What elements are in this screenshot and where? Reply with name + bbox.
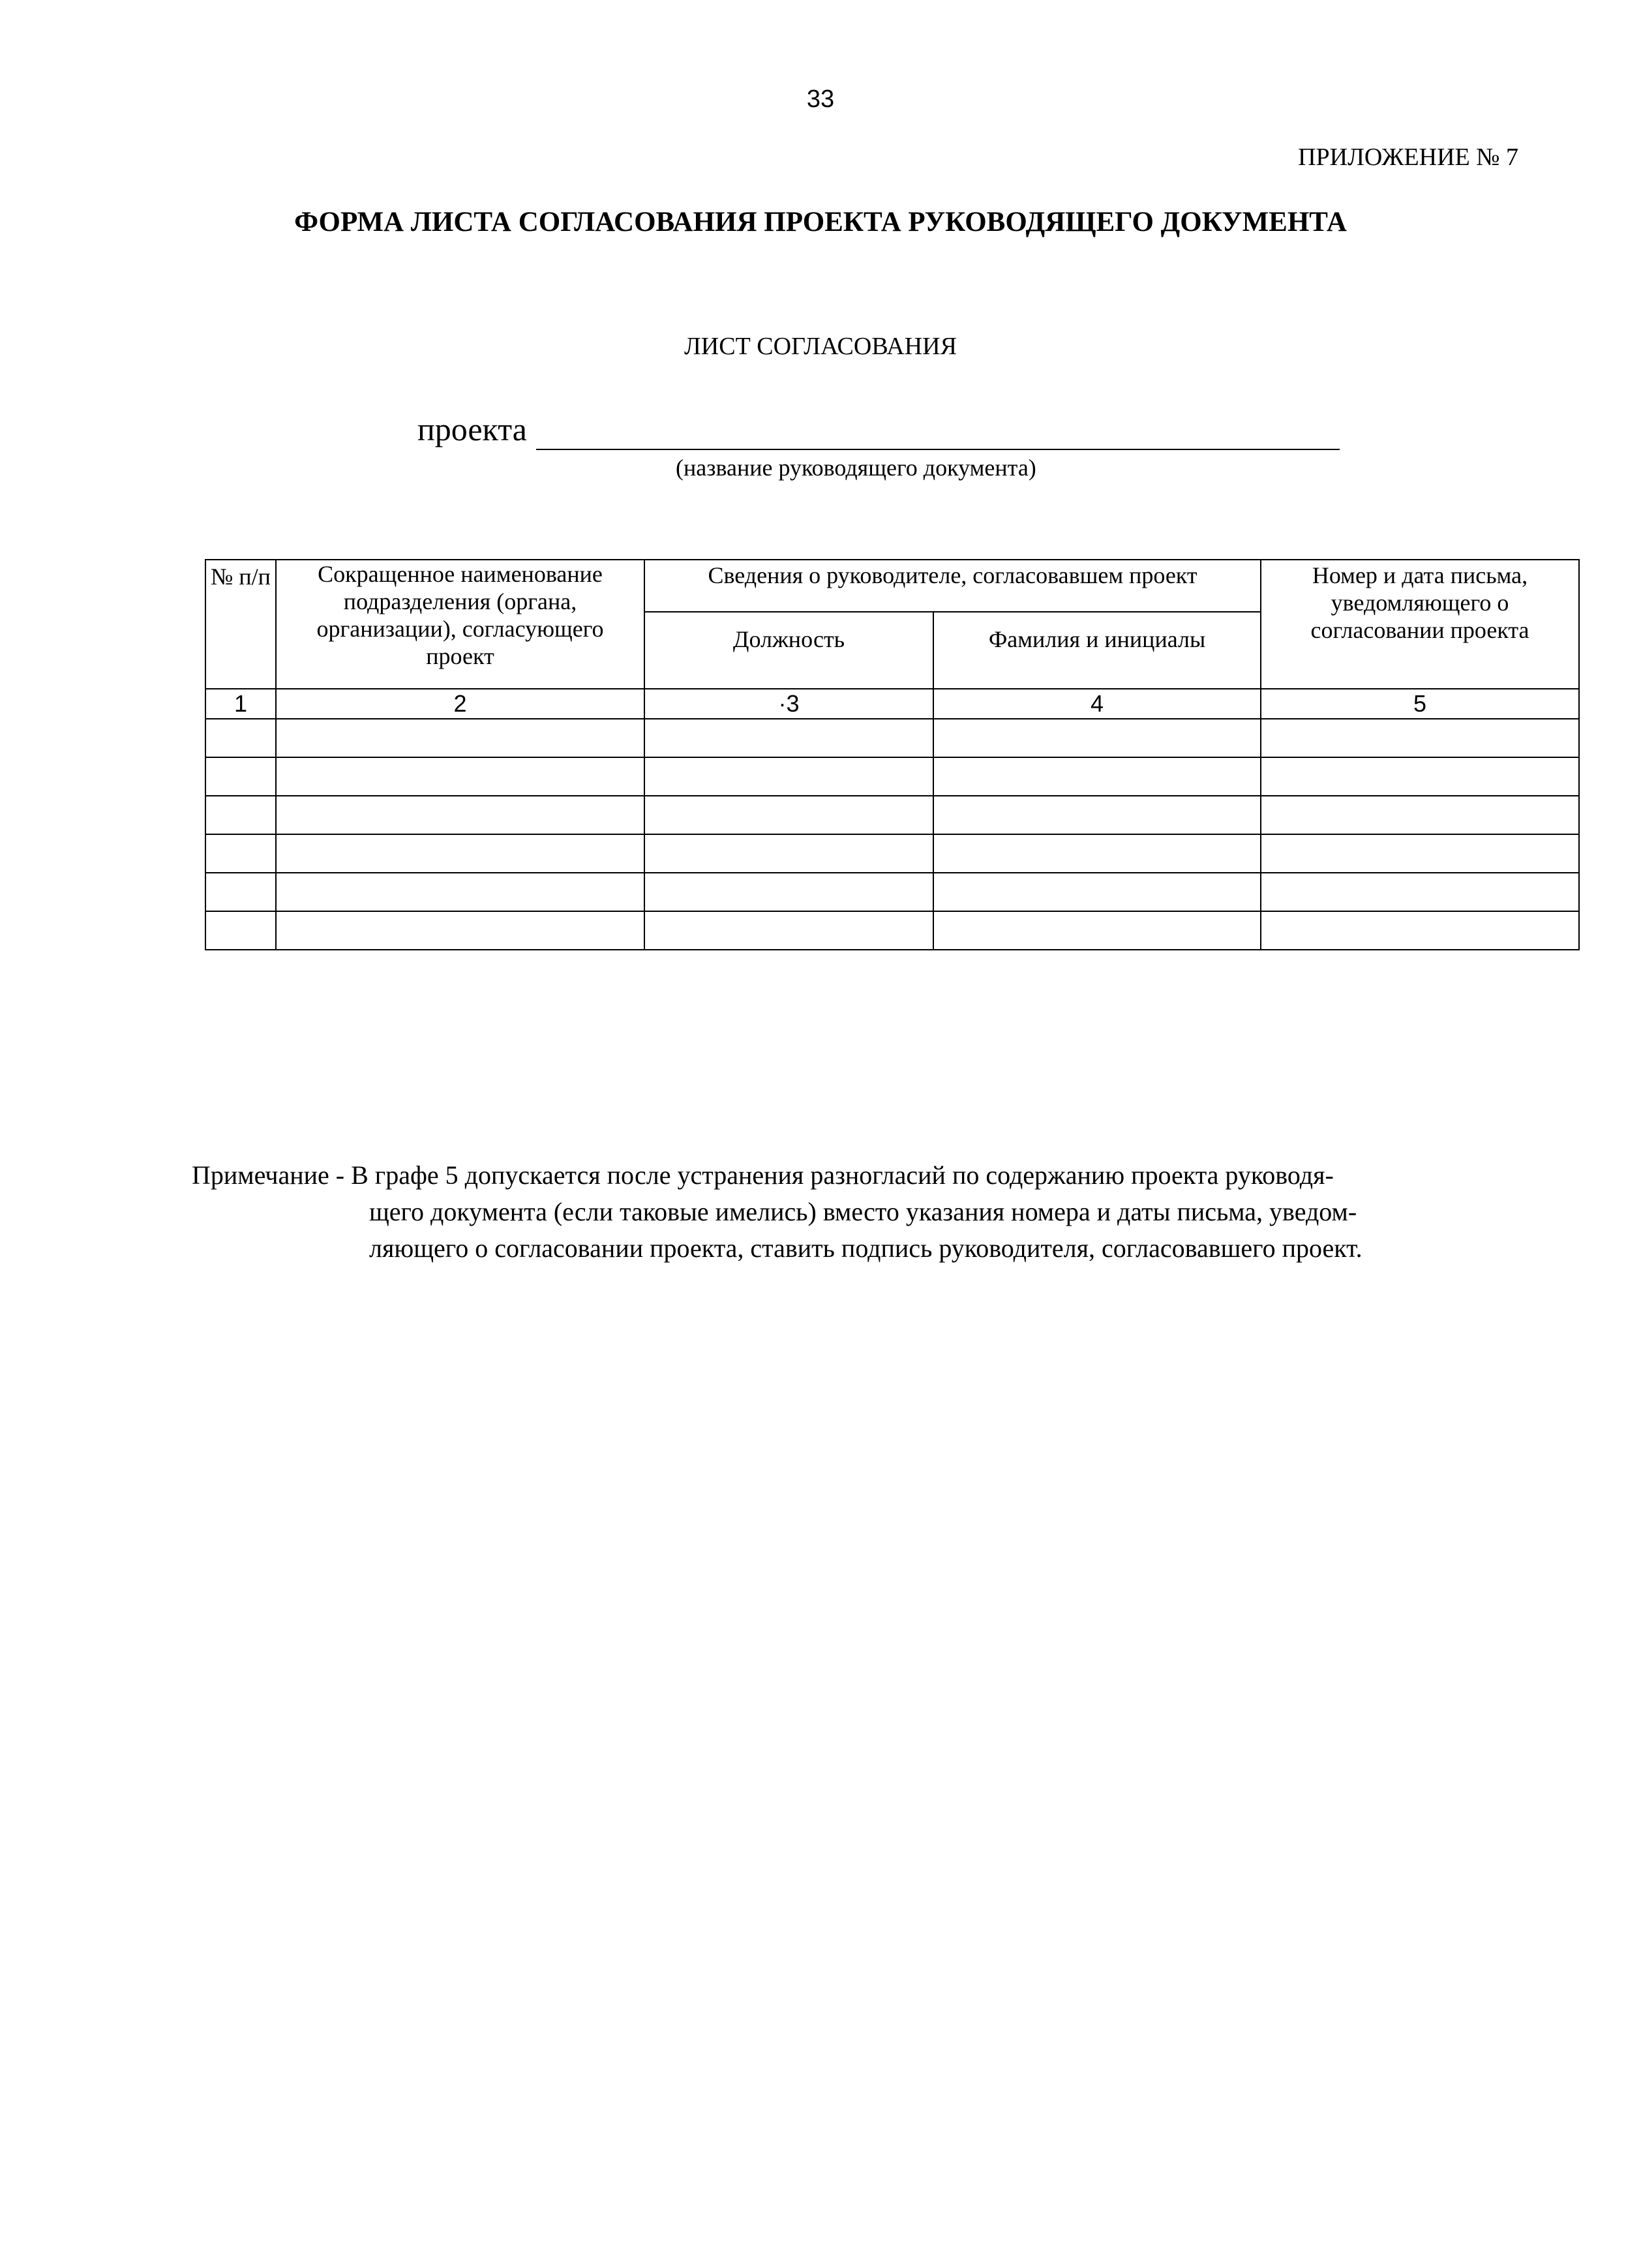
table-row <box>205 719 1579 757</box>
project-name-caption: (название руководящего документа) <box>676 455 1036 481</box>
table-cell <box>276 757 644 796</box>
table-cell <box>933 757 1261 796</box>
approval-table <box>205 559 1580 950</box>
table-cell <box>933 719 1261 757</box>
column-number: 4 <box>933 689 1261 719</box>
table-cell <box>1261 796 1579 834</box>
form-title: ФОРМА ЛИСТА СОГЛАСОВАНИЯ ПРОЕКТА РУКОВОДЯЩЕГО ДОКУМЕНТА <box>294 207 1347 237</box>
table-cell <box>205 911 276 950</box>
table-row <box>205 757 1579 796</box>
project-name-blank-line <box>536 449 1340 450</box>
table-cell <box>933 796 1261 834</box>
header-name: Фамилия и инициалы <box>933 612 1261 689</box>
note-first-line: В графе 5 допускается после устранения разногласий по содержанию проекта руководя- <box>351 1160 1334 1190</box>
table-row <box>205 873 1579 911</box>
table-cell <box>1261 719 1579 757</box>
column-number-row <box>205 689 1579 719</box>
table-cell <box>644 719 933 757</box>
table-cell <box>1261 757 1579 796</box>
column-number: 2 <box>276 689 644 719</box>
sheet-title: ЛИСТ СОГЛАСОВАНИЯ <box>684 333 957 360</box>
header-letter: Номер и дата письма, уведомляющего о согласовании проекта <box>1261 560 1579 689</box>
table-cell <box>205 834 276 873</box>
table-cell <box>276 796 644 834</box>
table-cell <box>933 873 1261 911</box>
header-department: Сокращенное наименование подразделения (органа, организации), согласующего проект <box>276 560 644 689</box>
page-number: 33 <box>806 85 835 113</box>
table-cell <box>644 757 933 796</box>
table-cell <box>276 873 644 911</box>
column-number: 1 <box>205 689 276 719</box>
header-position: Должность <box>644 612 933 689</box>
table-cell <box>1261 873 1579 911</box>
table-cell <box>205 757 276 796</box>
note-line: щего документа (если таковые имелись) вместо указания номера и даты письма, уведом- <box>369 1197 1357 1226</box>
table-cell <box>205 796 276 834</box>
table-cell <box>644 911 933 950</box>
table-cell <box>933 911 1261 950</box>
table-row <box>205 911 1579 950</box>
column-number: 5 <box>1261 689 1579 719</box>
table-cell <box>644 834 933 873</box>
table-cell <box>205 873 276 911</box>
table-cell <box>276 719 644 757</box>
table-cell <box>276 911 644 950</box>
header-manager-info: Сведения о руководителе, согласовавшем проект <box>644 560 1261 612</box>
header-number: № п/п <box>205 560 276 689</box>
note-label: Примечание - <box>192 1160 352 1190</box>
project-label: проекта <box>417 411 527 447</box>
table-row <box>205 796 1579 834</box>
table-cell <box>933 834 1261 873</box>
table-row <box>205 834 1579 873</box>
table-cell <box>1261 834 1579 873</box>
table-cell <box>644 873 933 911</box>
table-cell <box>276 834 644 873</box>
table-cell <box>205 719 276 757</box>
table-cell <box>644 796 933 834</box>
appendix-label: ПРИЛОЖЕНИЕ № 7 <box>1298 144 1518 171</box>
column-number: ·3 <box>644 689 933 719</box>
note-line: ляющего о согласовании проекта, ставить подпись руководителя, согласовавшего проект. <box>369 1233 1362 1263</box>
table-cell <box>1261 911 1579 950</box>
note-block <box>192 1157 1588 1267</box>
